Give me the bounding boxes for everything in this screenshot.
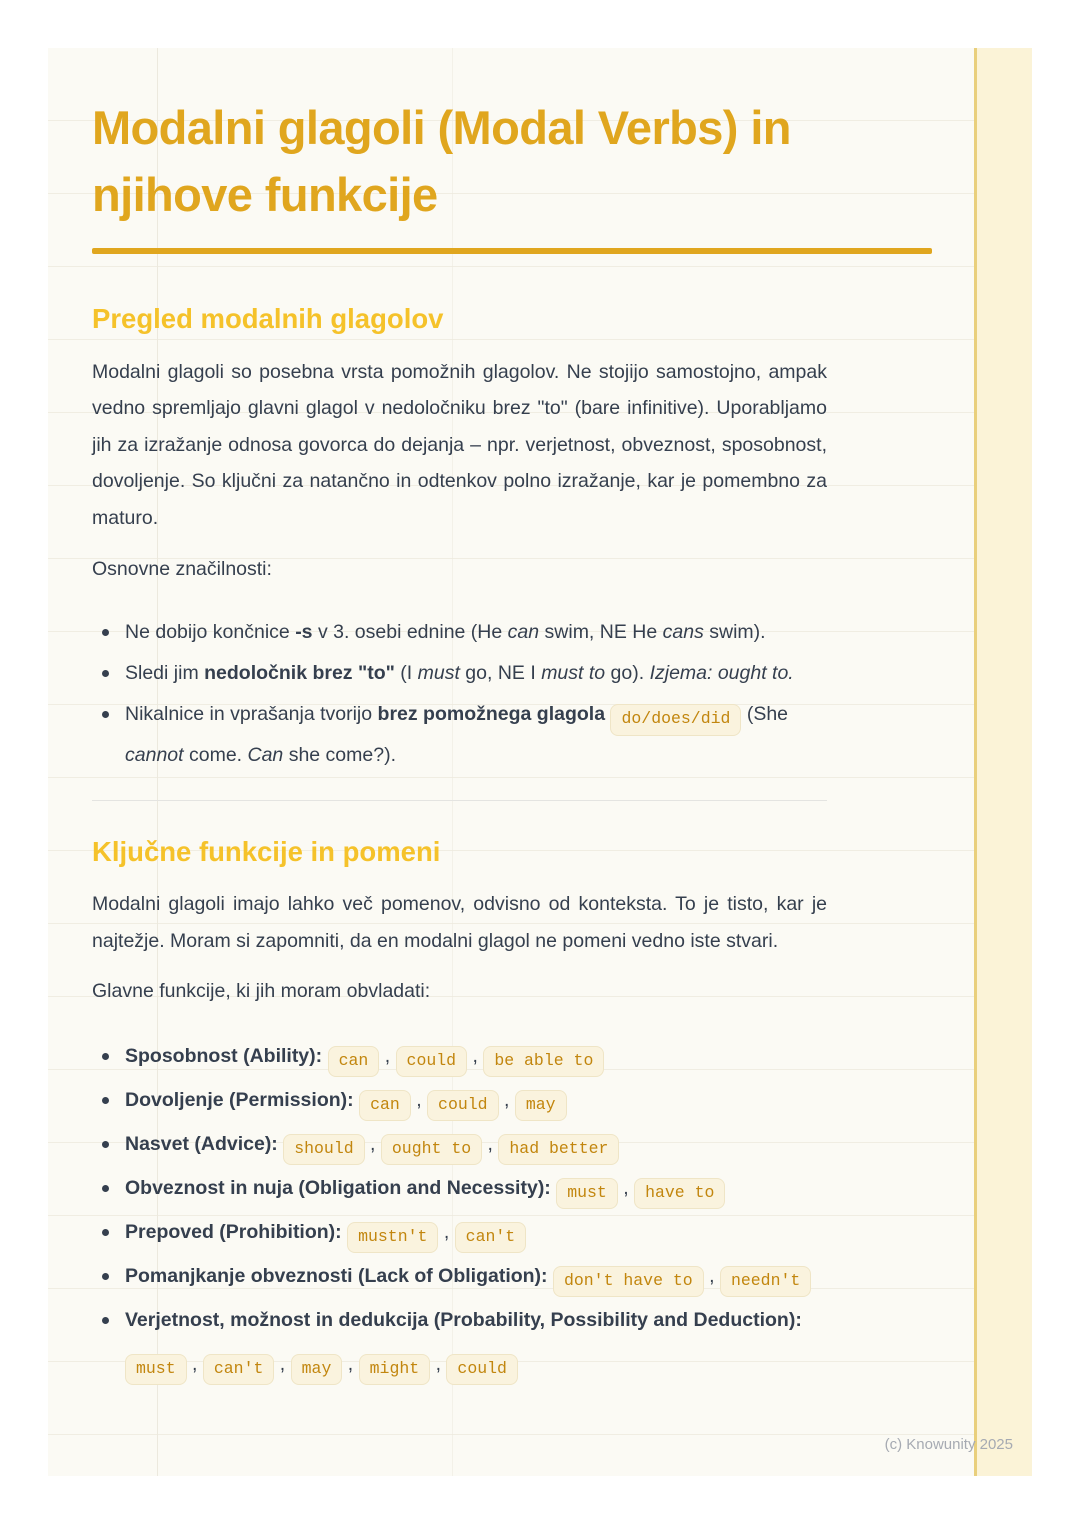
list-item xyxy=(125,1166,813,1210)
text-run: , xyxy=(438,1220,455,1243)
characteristics-list xyxy=(92,613,827,774)
functions-list-intro: Glavne funkcije, ki jih moram obvladati: xyxy=(92,980,431,1003)
code-chip: ought to xyxy=(381,1134,482,1166)
code-chip: had better xyxy=(498,1134,619,1166)
text-run: Prepoved (Prohibition): xyxy=(125,1220,348,1243)
list-item xyxy=(125,1298,813,1386)
code-chip: needn't xyxy=(720,1266,811,1298)
text-run: nedoločnik brez "to" xyxy=(204,662,395,685)
text-run: Verjetnost, možnost in dedukcija (Probability, Possibility and Deduction): xyxy=(125,1308,802,1331)
code-chip: might xyxy=(359,1354,431,1386)
list-item xyxy=(125,1254,813,1298)
text-run: Sledi jim xyxy=(125,662,205,685)
text-run: , xyxy=(274,1352,291,1375)
text-run: come. xyxy=(183,743,248,766)
section-overview xyxy=(92,302,932,773)
code-chip: mustn't xyxy=(347,1222,438,1254)
code-chip: can't xyxy=(455,1222,527,1254)
code-chip: may xyxy=(291,1354,343,1386)
text-run: swim). xyxy=(703,621,766,644)
code-chip: do/does/did xyxy=(610,704,741,736)
text-run: , xyxy=(364,1132,381,1155)
notebook-paper xyxy=(48,48,1032,1476)
code-chip: could xyxy=(427,1090,499,1122)
section-divider xyxy=(92,800,827,801)
code-chip: may xyxy=(515,1090,567,1122)
text-run: Can xyxy=(247,743,284,766)
code-chip: must xyxy=(125,1354,187,1386)
text-run: cans xyxy=(662,621,704,644)
code-chip: can xyxy=(328,1046,380,1078)
list-item xyxy=(125,695,813,774)
text-run: Obveznost in nuja (Obligation and Necessity): xyxy=(125,1176,557,1199)
text-run: , xyxy=(703,1264,720,1287)
text-run: Pomanjkanje obveznosti (Lack of Obligation): xyxy=(125,1264,553,1287)
functions-list xyxy=(92,1034,827,1386)
section-functions xyxy=(92,835,932,1386)
text-run: , xyxy=(342,1352,359,1375)
overview-list-intro: Osnovne značilnosti: xyxy=(92,557,272,580)
text-run: must to xyxy=(541,662,606,685)
text-run: , xyxy=(467,1044,484,1067)
code-chip: don't have to xyxy=(553,1266,704,1298)
text-run: (She xyxy=(741,703,789,726)
text-run: go). xyxy=(605,662,650,685)
page-edge-band xyxy=(974,48,1032,1476)
text-run: , xyxy=(379,1044,396,1067)
text-run: must xyxy=(417,662,460,685)
text-run: Izjema: ought to. xyxy=(649,662,794,685)
code-chip: should xyxy=(283,1134,364,1166)
list-item xyxy=(125,1078,813,1122)
text-run: cannot xyxy=(125,743,184,766)
text-run: , xyxy=(430,1352,447,1375)
title-underline-rule xyxy=(92,248,932,254)
section-heading-functions: Ključne funkcije in pomeni xyxy=(92,835,441,867)
text-run: she come?). xyxy=(283,743,396,766)
text-run: , xyxy=(482,1132,499,1155)
text-run: can xyxy=(507,621,540,644)
text-run: Sposobnost (Ability): xyxy=(125,1044,328,1067)
code-chip: could xyxy=(446,1354,518,1386)
code-chip: be able to xyxy=(483,1046,604,1078)
code-chip: have to xyxy=(634,1178,725,1210)
code-chip: can't xyxy=(203,1354,275,1386)
overview-paragraph: Modalni glagoli so posebna vrsta pomožnih glagolov. Ne stojijo samostojno, ampak vedno spremljajo glavni glagol v nedoločniku brez "to" (bare infinitive). Uporabljamo jih za izražanje odnosa govorca do dejanja – npr. verjetnost, obveznost, sposobnost, dovoljenje. So ključni za natančno in odtenkov polno izražanje, kar je pomembno za maturo. xyxy=(92,360,827,530)
text-run: (I xyxy=(394,662,418,685)
page-title: Modalni glagoli (Modal Verbs) in njihove funkcije xyxy=(92,101,791,222)
code-chip: can xyxy=(359,1090,411,1122)
text-run: v 3. osebi ednine (He xyxy=(312,621,508,644)
note-content xyxy=(92,48,932,1386)
text-run: brez pomožnega glagola xyxy=(377,703,606,726)
watermark: (c) Knowunity 2025 xyxy=(884,1436,1013,1453)
text-run: , xyxy=(498,1088,515,1111)
list-item xyxy=(125,1210,813,1254)
code-chip: must xyxy=(556,1178,618,1210)
text-run: Nasvet (Advice): xyxy=(125,1132,284,1155)
text-run: Nikalnice in vprašanja tvorijo xyxy=(125,703,378,726)
section-heading-overview: Pregled modalnih glagolov xyxy=(92,303,444,335)
text-run: , xyxy=(186,1352,203,1375)
text-run: go, NE I xyxy=(459,662,542,685)
list-item xyxy=(125,613,813,651)
list-item xyxy=(125,654,813,692)
text-run: , xyxy=(617,1176,635,1199)
code-chip: could xyxy=(396,1046,468,1078)
text-run: swim, NE He xyxy=(539,621,663,644)
text-run: -s xyxy=(295,621,313,644)
list-item xyxy=(125,1122,813,1166)
text-run: Dovoljenje (Permission): xyxy=(125,1088,360,1111)
functions-paragraph: Modalni glagoli imajo lahko več pomenov, odvisno od konteksta. To je tisto, kar je najtežje. Moram si zapomniti, da en modalni glagol ne pomeni vedno iste stvari. xyxy=(92,893,827,952)
list-item xyxy=(125,1034,813,1078)
text-run: , xyxy=(410,1088,428,1111)
text-run: Ne dobijo končnice xyxy=(125,621,296,644)
